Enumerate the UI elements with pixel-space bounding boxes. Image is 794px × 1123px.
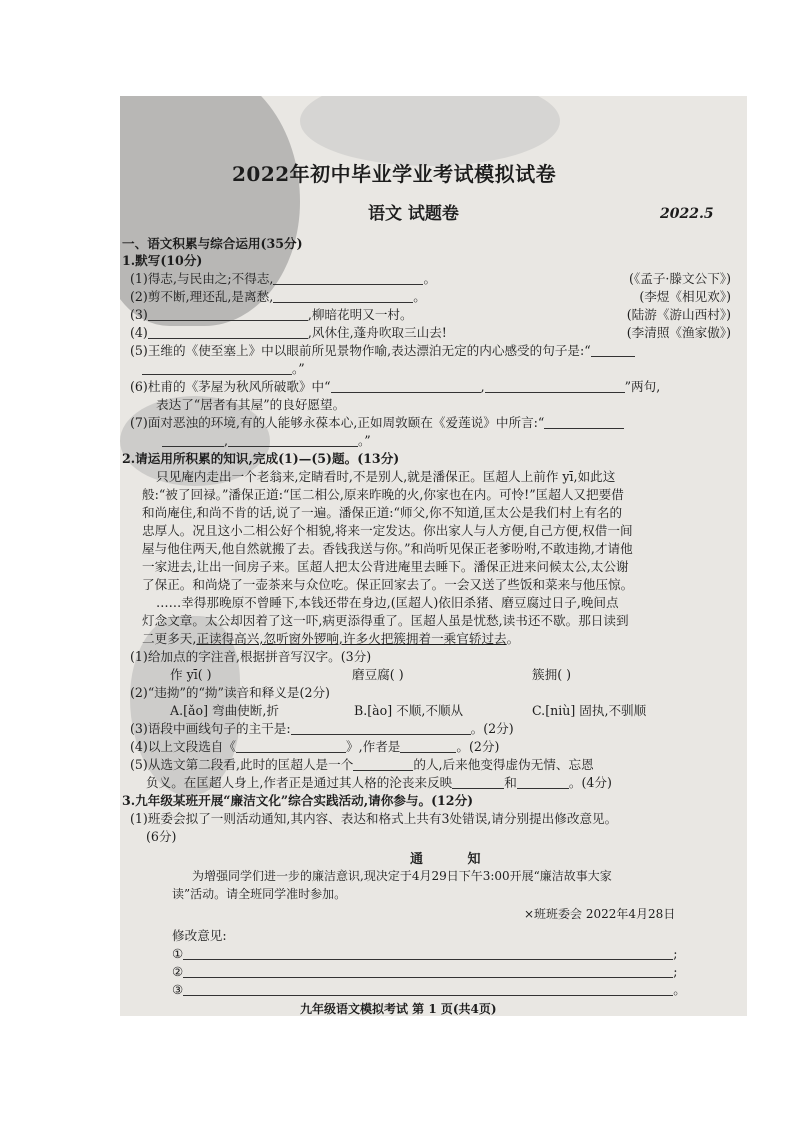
exam-title: 2022年初中毕业学业考试模拟试卷: [232, 162, 557, 186]
edit-opinion-label: 修改意见:: [172, 928, 227, 943]
q2-sub-2: (2)“违拗”的“拗”读音和释义是(2分): [130, 685, 330, 700]
passage-line: 和尚庵住,和尚不肯的话,说了一遍。潘保正道:“师父,你不知道,匡太公是我们村上有名的: [142, 505, 623, 520]
q1-source-2: (李煜《相见欢》): [639, 289, 731, 304]
answer-blank[interactable]: [591, 344, 635, 357]
q1-line-6b: 表达了“居者有其屋”的良好愿望。: [156, 397, 346, 412]
passage-line: 了保正。和尚烧了一壶茶来与众位吃。保正回家去了。一会又送了些饭和菜来与他压惊。: [142, 577, 634, 592]
edit-opinion-3: ③ 。: [172, 982, 686, 997]
q2-sub-1-item-a: 作 yī( ): [170, 667, 212, 682]
answer-blank[interactable]: [517, 776, 569, 789]
q1-line-5b: 。”: [142, 361, 305, 377]
answer-blank[interactable]: [142, 362, 292, 375]
q1-source-4: (李清照《渔家傲》): [626, 325, 731, 340]
passage-line: 屋与他住两天,他自然就搬了去。香钱我送与你。”和尚听见保正老爹吩咐,不敢违拗,才请他: [142, 541, 633, 556]
q2-sub-4: (4)以上文段选自《 》,作者是 。(2分): [130, 739, 500, 754]
answer-blank[interactable]: [183, 965, 673, 978]
q2-sub-5b: 负义。在匡超人身上,作者正是通过其人格的沦丧来反映 和 。(4分): [146, 775, 612, 790]
q3-sub-1: (1)班委会拟了一则活动通知,其内容、表达和格式上共有3处错误,请分别提出修改意见。: [130, 811, 618, 826]
answer-blank[interactable]: [544, 416, 624, 429]
scan-smudge: [300, 96, 560, 166]
q2-sub-1-item-b: 磨豆腐( ): [352, 667, 404, 682]
notice-line-2: 读”活动。请全班同学准时参加。: [172, 887, 347, 901]
q2-option-b: B.[ào] 不顺,不顺从: [354, 703, 464, 718]
exam-subtitle: 语文 试题卷: [368, 204, 459, 224]
answer-blank[interactable]: [331, 380, 481, 393]
answer-blank[interactable]: [183, 947, 673, 960]
edit-opinion-1: ① ;: [172, 946, 678, 961]
answer-blank[interactable]: [162, 434, 224, 447]
q1-source-3: (陆游《游山西村》): [626, 307, 731, 322]
q2-sub-5: (5)从选文第二段看,此时的匡超人是一个 的人,后来他变得虚伪无情、忘恩: [130, 757, 594, 772]
page-footer: 九年级语文模拟考试 第 1 页(共4页): [300, 1002, 497, 1016]
exam-date: 2022.5: [660, 206, 714, 222]
answer-blank[interactable]: [273, 272, 423, 285]
passage-line: 一家进去,让出一间房子来。匡超人把太公背进庵里去睡下。潘保正进来问候太公,太公谢: [142, 559, 629, 574]
answer-blank[interactable]: [485, 380, 625, 393]
passage-line: 般:“被了回禄。”潘保正道:“匡二相公,原来昨晚的火,你家也在内。可怜!”匡超人又把要借: [142, 487, 624, 502]
answer-blank[interactable]: [400, 740, 456, 753]
q1-line-4: (4) ,风休住,蓬舟吹取三山去!: [130, 325, 447, 340]
q2-option-c: C.[niù] 固执,不驯顺: [532, 703, 647, 718]
question-2-heading: 2.请运用所积累的知识,完成(1)—(5)题。(13分): [122, 451, 400, 466]
passage-line: ……幸得那晚原不曾睡下,本钱还带在身边,(匡超人)依旧杀猪、磨豆腐过日子,晚间点: [156, 595, 619, 610]
q1-line-2: (2)剪不断,理还乱,是离愁, 。: [130, 289, 426, 304]
question-1-heading: 1.默写(10分): [122, 253, 203, 268]
notice-title: 通 知: [410, 852, 501, 867]
edit-opinion-2: ② ;: [172, 964, 678, 979]
q3-sub-1-score: (6分): [146, 829, 177, 844]
notice-signature: ×班班委会 2022年4月28日: [524, 907, 676, 921]
q1-line-3: (3) ,柳暗花明又一村。: [130, 307, 413, 322]
q1-line-6: (6)杜甫的《茅屋为秋风所破歌》中“ , ”两句,: [130, 379, 661, 394]
q1-line-7b: , 。”: [162, 433, 371, 449]
answer-blank[interactable]: [353, 758, 413, 771]
q2-sub-3: (3)语段中画线句子的主干是: 。(2分): [130, 721, 514, 736]
section-heading: 一、语文积累与综合运用(35分): [122, 236, 303, 251]
answer-blank[interactable]: [236, 740, 346, 753]
exam-paper: [120, 96, 747, 1016]
answer-blank[interactable]: [273, 290, 413, 303]
q1-source-1: (《孟子·滕文公下》): [629, 271, 731, 286]
passage-line: 忠厚人。况且这小二相公好个相貌,将来一定发达。你出家人与人方便,自己方便,权借一间: [142, 523, 633, 538]
answer-blank[interactable]: [148, 308, 308, 321]
passage-line: 二更多天,正读得高兴,忽听窗外锣响,许多火把簇拥着一乘官轿过去。: [142, 631, 520, 646]
q1-line-7: (7)面对恶浊的环境,有的人能够永葆本心,正如周敦颐在《爱莲说》中所言:“: [130, 415, 624, 431]
answer-blank[interactable]: [183, 983, 673, 996]
notice-line-1: 为增强同学们进一步的廉洁意识,现决定于4月29日下午3:00开展“廉洁故事大家: [192, 869, 612, 883]
passage-line: 只见庵内走出一个老翁来,定睛看时,不是别人,就是潘保正。匡超人上前作 yī,如此这: [156, 469, 616, 484]
answer-blank[interactable]: [228, 434, 358, 447]
q2-sub-1: (1)给加点的字注音,根据拼音写汉字。(3分): [130, 649, 372, 664]
q2-option-a: A.[ǎo] 弯曲使断,折: [170, 703, 279, 718]
q1-line-1: (1)得志,与民由之;不得志, 。: [130, 271, 437, 286]
q2-sub-1-item-c: 簇拥( ): [532, 667, 572, 682]
question-3-heading: 3.九年级某班开展“廉洁文化”综合实践活动,请你参与。(12分): [122, 793, 474, 808]
underlined-sentence: 正读得高兴,忽听窗外锣响,许多火把簇拥着一乘官轿过去: [196, 631, 507, 646]
answer-blank[interactable]: [452, 776, 504, 789]
answer-blank[interactable]: [291, 722, 471, 735]
passage-line: 灯念文章。太公却因着了这一吓,病更添得重了。匡超人虽是忧愁,读书还不歇。那日读到: [142, 613, 629, 628]
answer-blank[interactable]: [148, 326, 308, 339]
q1-line-5: (5)王维的《使至塞上》中以眼前所见景物作喻,表达漂泊无定的内心感受的句子是:“: [130, 343, 635, 359]
